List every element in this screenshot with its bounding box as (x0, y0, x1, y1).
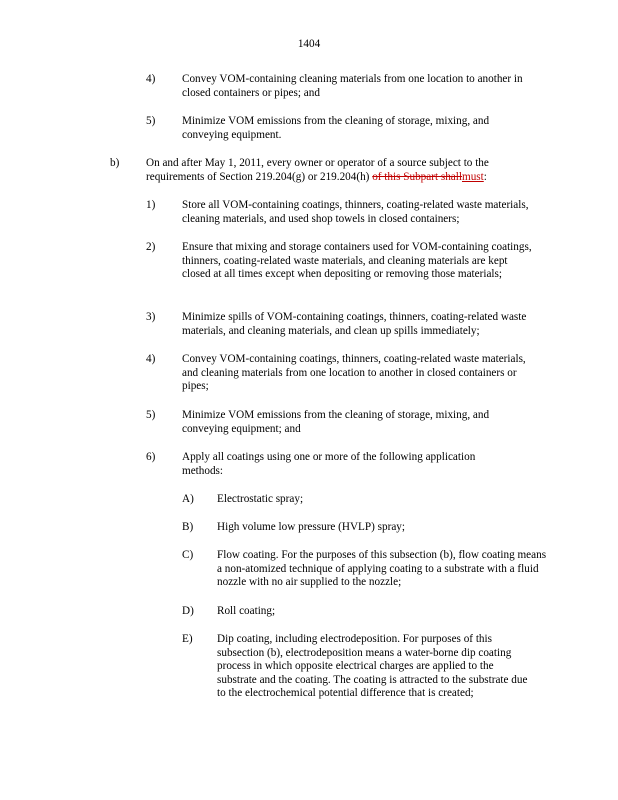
item-text: Convey VOM-containing coatings, thinners, coating-related waste materials, and cleaning materials from one location to another in closed containers or pipes; (182, 353, 526, 393)
item-text: Minimize VOM emissions from the cleaning of storage, mixing, and conveying equipment. (182, 115, 490, 141)
item-label: 3) (146, 311, 156, 323)
inserted-text: must (462, 170, 484, 183)
intro-text: On and after May 1, 2011, every owner or operator of a source subject to the requirements of Section 219.204(g) or 219.204(h) (146, 157, 489, 183)
item-text: Minimize VOM emissions from the cleaning of storage, mixing, and conveying equipment; and (182, 409, 490, 435)
subitem-label: B) (182, 521, 194, 533)
end-punct: : (483, 170, 487, 183)
item-label: 5) (146, 115, 156, 127)
section-b-label: b) (110, 157, 120, 169)
item-label: 4) (146, 73, 156, 85)
item-label: 5) (146, 409, 156, 421)
subitem-label: E) (182, 633, 193, 645)
subitem-text: Roll coating; (217, 605, 276, 617)
item-text: Minimize spills of VOM-containing coatings, thinners, coating-related waste materials, and cleaning materials, and clean up spills immediately; (182, 311, 527, 337)
item-text: Store all VOM-containing coatings, thinners, coating-related waste materials, cleaning materials, and used shop towels in closed containers; (182, 199, 529, 225)
item-text: Apply all coatings using one or more of the following application methods: (182, 451, 476, 477)
subitem-text: High volume low pressure (HVLP) spray; (217, 521, 405, 533)
subitem-label: C) (182, 549, 194, 561)
item-text: Ensure that mixing and storage containers used for VOM-containing coatings, thinners, coating-related waste materials, and cleaning materials are kept closed at all times except when depositing or removing those materials; (182, 241, 532, 281)
subitem-text: Flow coating. For the purposes of this subsection (b), flow coating means a non-atomized technique of applying coating to a substrate with a fluid nozzle with no air supplied to the nozzle; (217, 549, 547, 589)
subitem-text: Electrostatic spray; (217, 493, 304, 505)
item-text: Convey VOM-containing cleaning materials from one location to another in closed containers or pipes; and (182, 73, 523, 99)
item-label: 2) (146, 241, 156, 253)
item-label: 1) (146, 199, 156, 211)
item-label: 4) (146, 353, 156, 365)
section-b-intro (146, 157, 526, 184)
subitem-label: D) (182, 605, 194, 617)
subitem-label: A) (182, 493, 194, 505)
subitem-text: Dip coating, including electrodeposition. For purposes of this subsection (b), electrodeposition means a water-borne dip coating process in which opposite electrical charges are applied to the substrate and the coating. The coating is attracted to the substrate due to the electrochemical potential difference that is created; (217, 633, 528, 700)
item-label: 6) (146, 451, 156, 463)
deleted-text: of this Subpart shall (372, 170, 462, 183)
page-number: 1404 (297, 38, 321, 50)
